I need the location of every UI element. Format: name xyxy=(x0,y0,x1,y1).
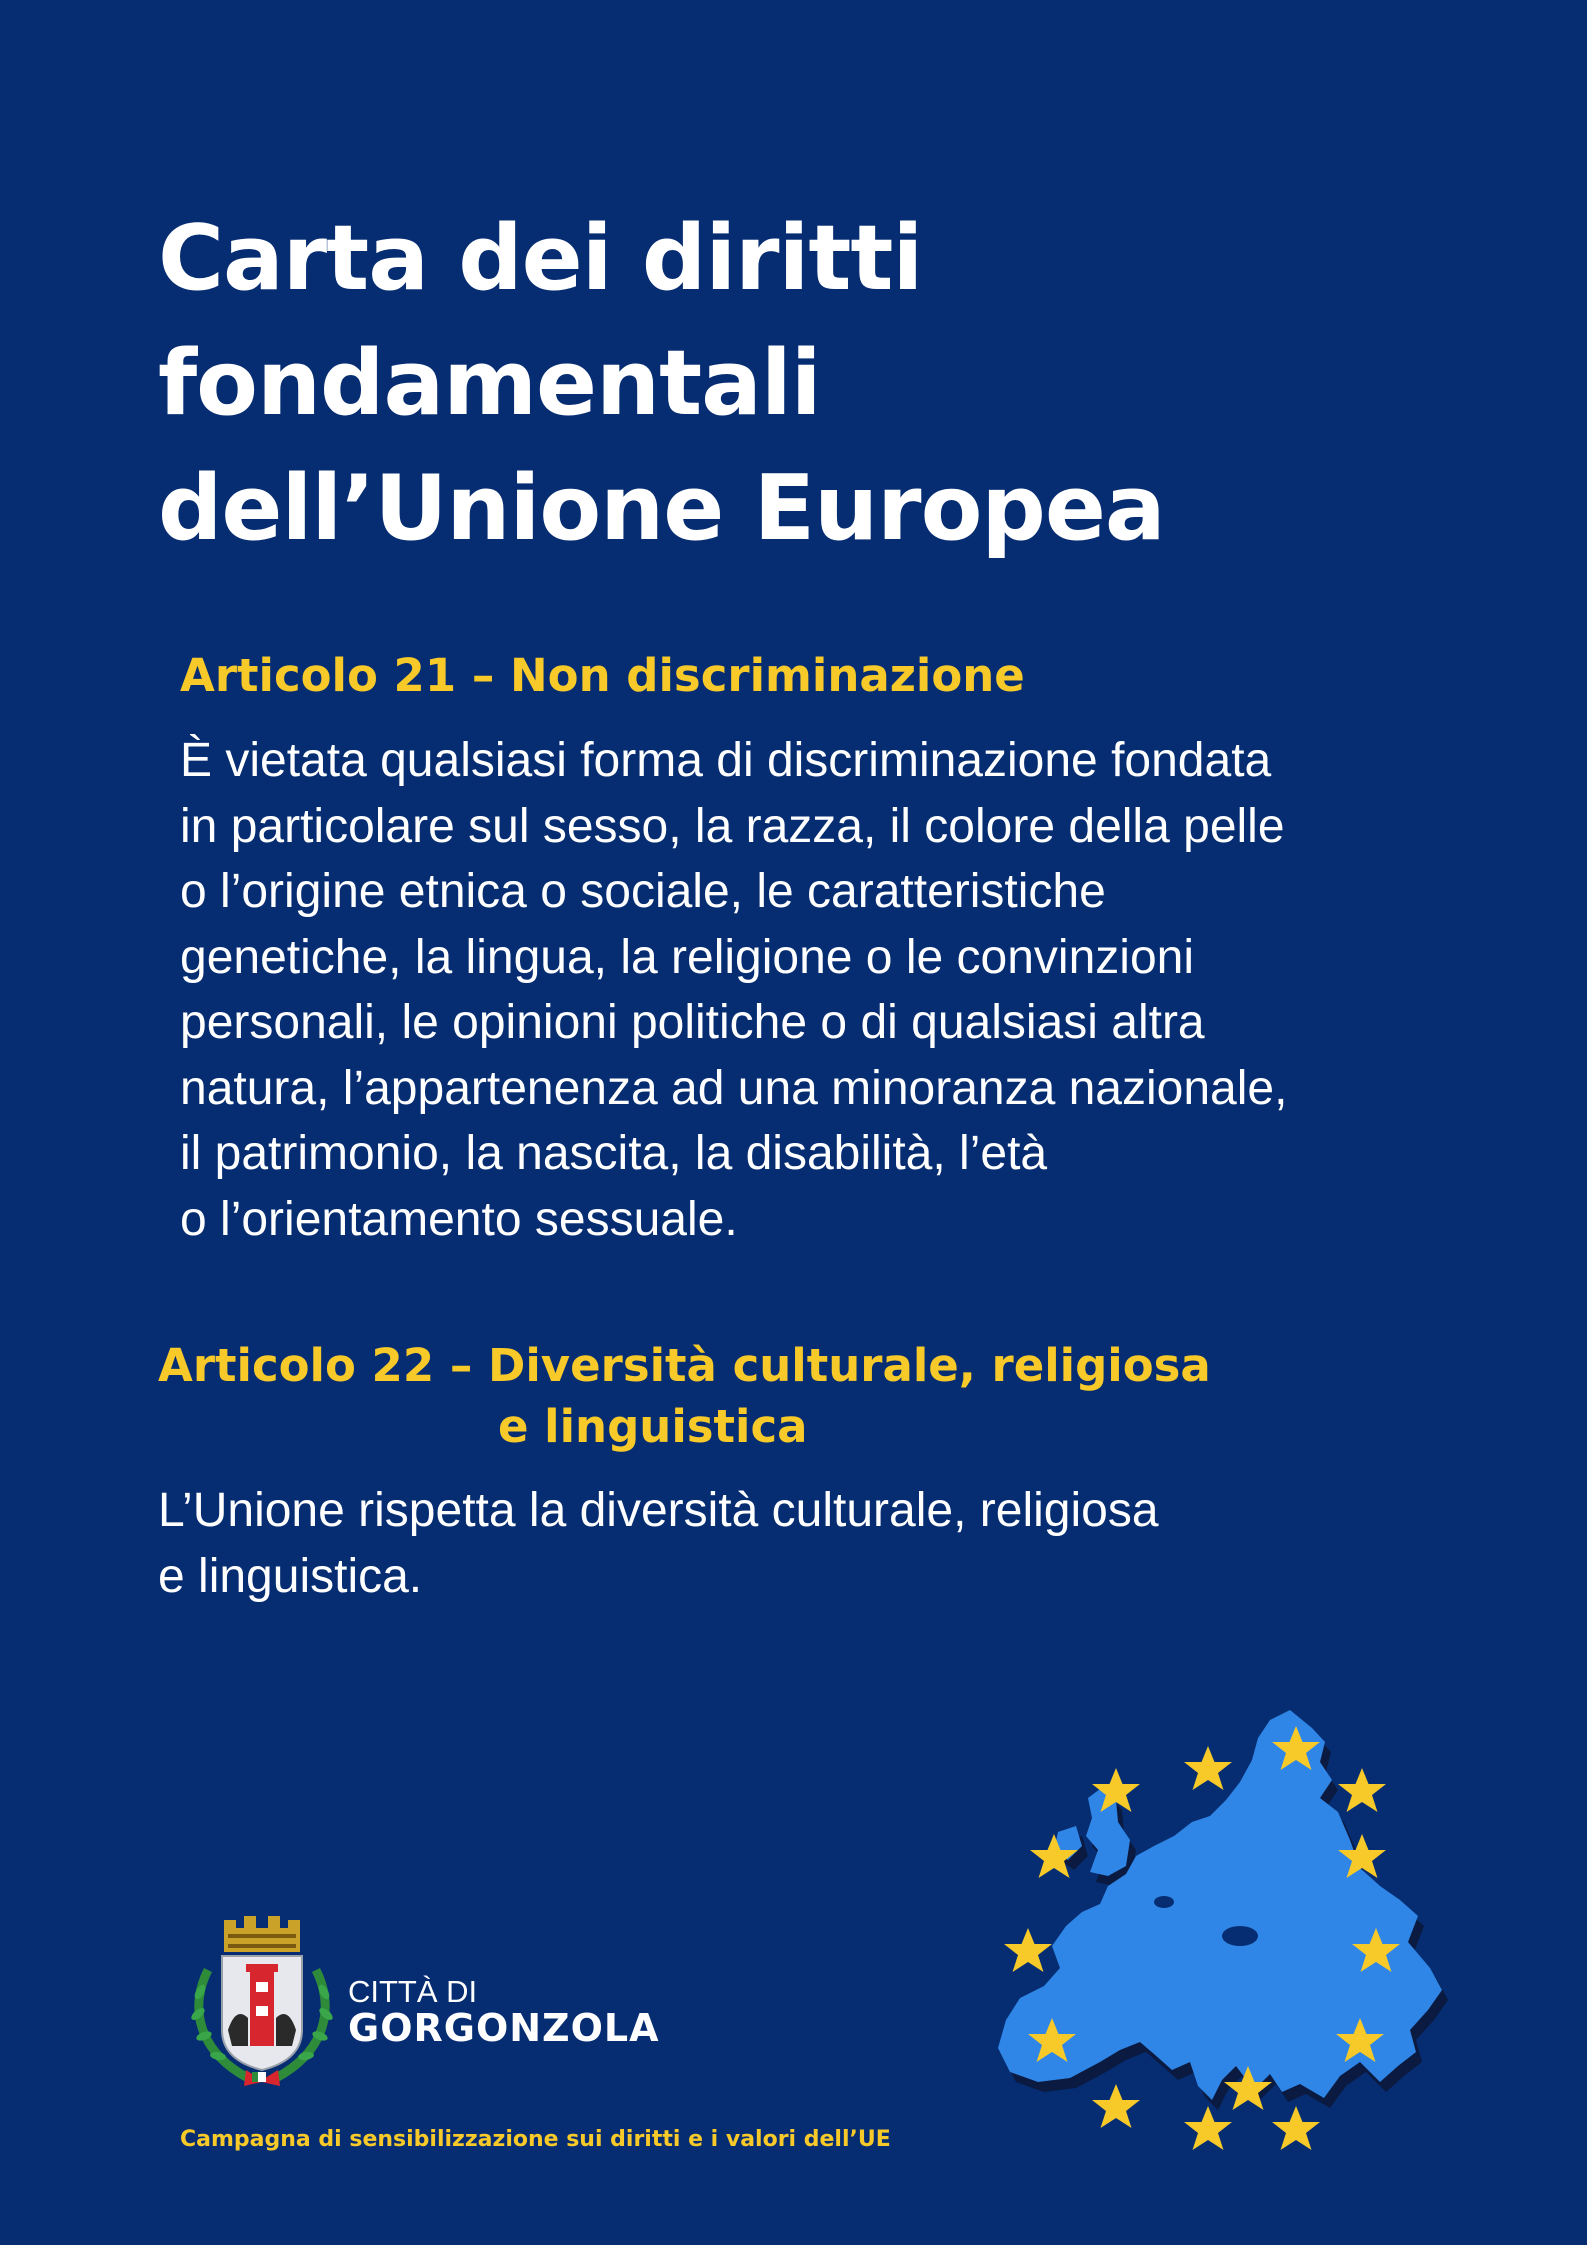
article-21-line: natura, l’appartenenza ad una minoranza nazionale, xyxy=(180,1061,1288,1115)
article-21-body xyxy=(180,728,1287,1252)
article-21-line: personali, le opinioni politiche o di qualsiasi altra xyxy=(180,996,1205,1049)
article-22-heading xyxy=(158,1335,1211,1457)
article-21-line: o l’orientamento sessuale. xyxy=(180,1192,738,1246)
city-prefix: CITTÀ DI xyxy=(348,1974,478,2009)
city-name: GORGONZOLA xyxy=(348,2006,660,2050)
article-22-body xyxy=(158,1478,1159,1609)
article-21-line: o l’origine etnica o sociale, le caratteristiche xyxy=(180,865,1106,918)
article-21-line: genetiche, la lingua, la religione o le convinzioni xyxy=(180,930,1194,984)
article-22-line: e linguistica. xyxy=(158,1549,423,1603)
page-title xyxy=(158,196,1458,571)
article-21-line: in particolare sul sesso, la razza, il colore della pelle xyxy=(180,799,1285,853)
europe-map-icon xyxy=(940,1690,1500,2170)
campaign-text: Campagna di sensibilizzazione sui diritti e i valori dell’UE xyxy=(180,2127,891,2152)
article-21-line: il patrimonio, la nascita, la disabilità, l’età xyxy=(180,1127,1048,1180)
title-line: fondamentali xyxy=(158,331,821,436)
gorgonzola-coat-of-arms-icon xyxy=(188,1910,336,2092)
article-22-heading-line: e linguistica xyxy=(498,1400,808,1453)
title-line: dell’Unione Europea xyxy=(158,456,1165,561)
article-22-line: L’Unione rispetta la diversità culturale, religiosa xyxy=(158,1484,1159,1537)
article-22-heading-line: Articolo 22 – Diversità culturale, religiosa xyxy=(158,1339,1211,1392)
article-21-line: È vietata qualsiasi forma di discriminazione fondata xyxy=(180,734,1272,787)
article-21-heading: Articolo 21 – Non discriminazione xyxy=(180,649,1025,702)
title-line: Carta dei diritti xyxy=(158,206,923,311)
